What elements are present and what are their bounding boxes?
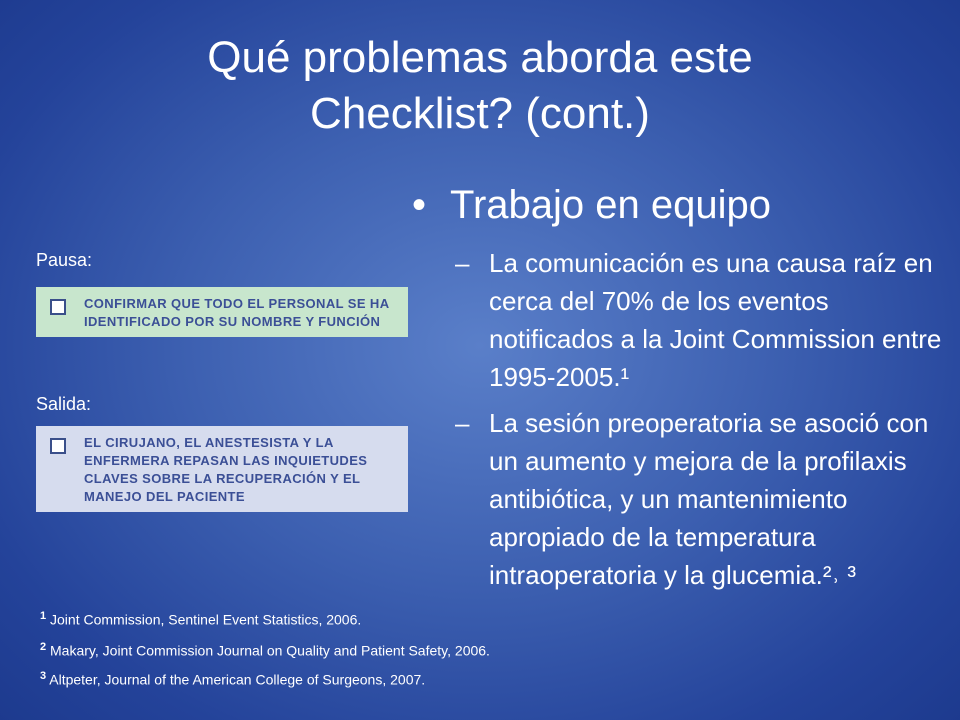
- pause-checklist-item: [36, 287, 408, 337]
- pause-label: Pausa:: [36, 250, 93, 270]
- sub-bullet-2: [455, 404, 945, 594]
- slide-title-line-2: Checklist? (cont.): [310, 89, 650, 138]
- dash-icon: –: [455, 408, 470, 438]
- bullet-icon: •: [412, 183, 427, 227]
- footnote-text: Altpeter, Journal of the American College of Surgeons, 2007.: [49, 671, 426, 688]
- pause-checklist-text: CONFIRMAR QUE TODO EL PERSONAL SE HA IDENTIFICADO POR SU NOMBRE Y FUNCIÓN: [84, 296, 390, 329]
- sub-bullet-2-text: La sesión preoperatoria se asoció con un aumento y mejora de la profilaxis antibiótica, y un mantenimiento apropiado de la temperatura intraoperatoria y la glucemia.²˒ ³: [489, 408, 929, 590]
- slide-title: [60, 30, 900, 142]
- checkbox-icon: [50, 299, 66, 315]
- footnote-text: Makary, Joint Commission Journal on Quality and Patient Safety, 2006.: [50, 642, 490, 659]
- main-bullet-text: Trabajo en equipo: [450, 183, 771, 227]
- sub-bullet-1: [455, 244, 945, 396]
- dash-icon: –: [455, 248, 470, 278]
- footnote-mark: 3: [40, 670, 47, 682]
- exit-label: Salida:: [36, 394, 92, 414]
- slide-title-line-1: Qué problemas aborda este: [207, 33, 753, 82]
- main-bullet: [412, 180, 932, 230]
- exit-checklist-text: EL CIRUJANO, EL ANESTESISTA Y LA ENFERMERA REPASAN LAS INQUIETUDES CLAVES SOBRE LA RECUPERACIÓN Y EL MANEJO DEL PACIENTE: [84, 435, 368, 504]
- footnote-mark: 1: [40, 610, 47, 622]
- footnote-2: [40, 641, 490, 659]
- footnote-text: Joint Commission, Sentinel Event Statistics, 2006.: [50, 611, 362, 628]
- checkbox-icon: [50, 438, 66, 454]
- footnote-1: [40, 610, 361, 628]
- footnote-3: [40, 670, 425, 688]
- sub-bullet-1-text: La comunicación es una causa raíz en cerca del 70% de los eventos notificados a la Joint Commission entre 1995-2005.¹: [489, 248, 942, 392]
- exit-checklist-item: [36, 426, 408, 512]
- footnote-mark: 2: [40, 641, 47, 653]
